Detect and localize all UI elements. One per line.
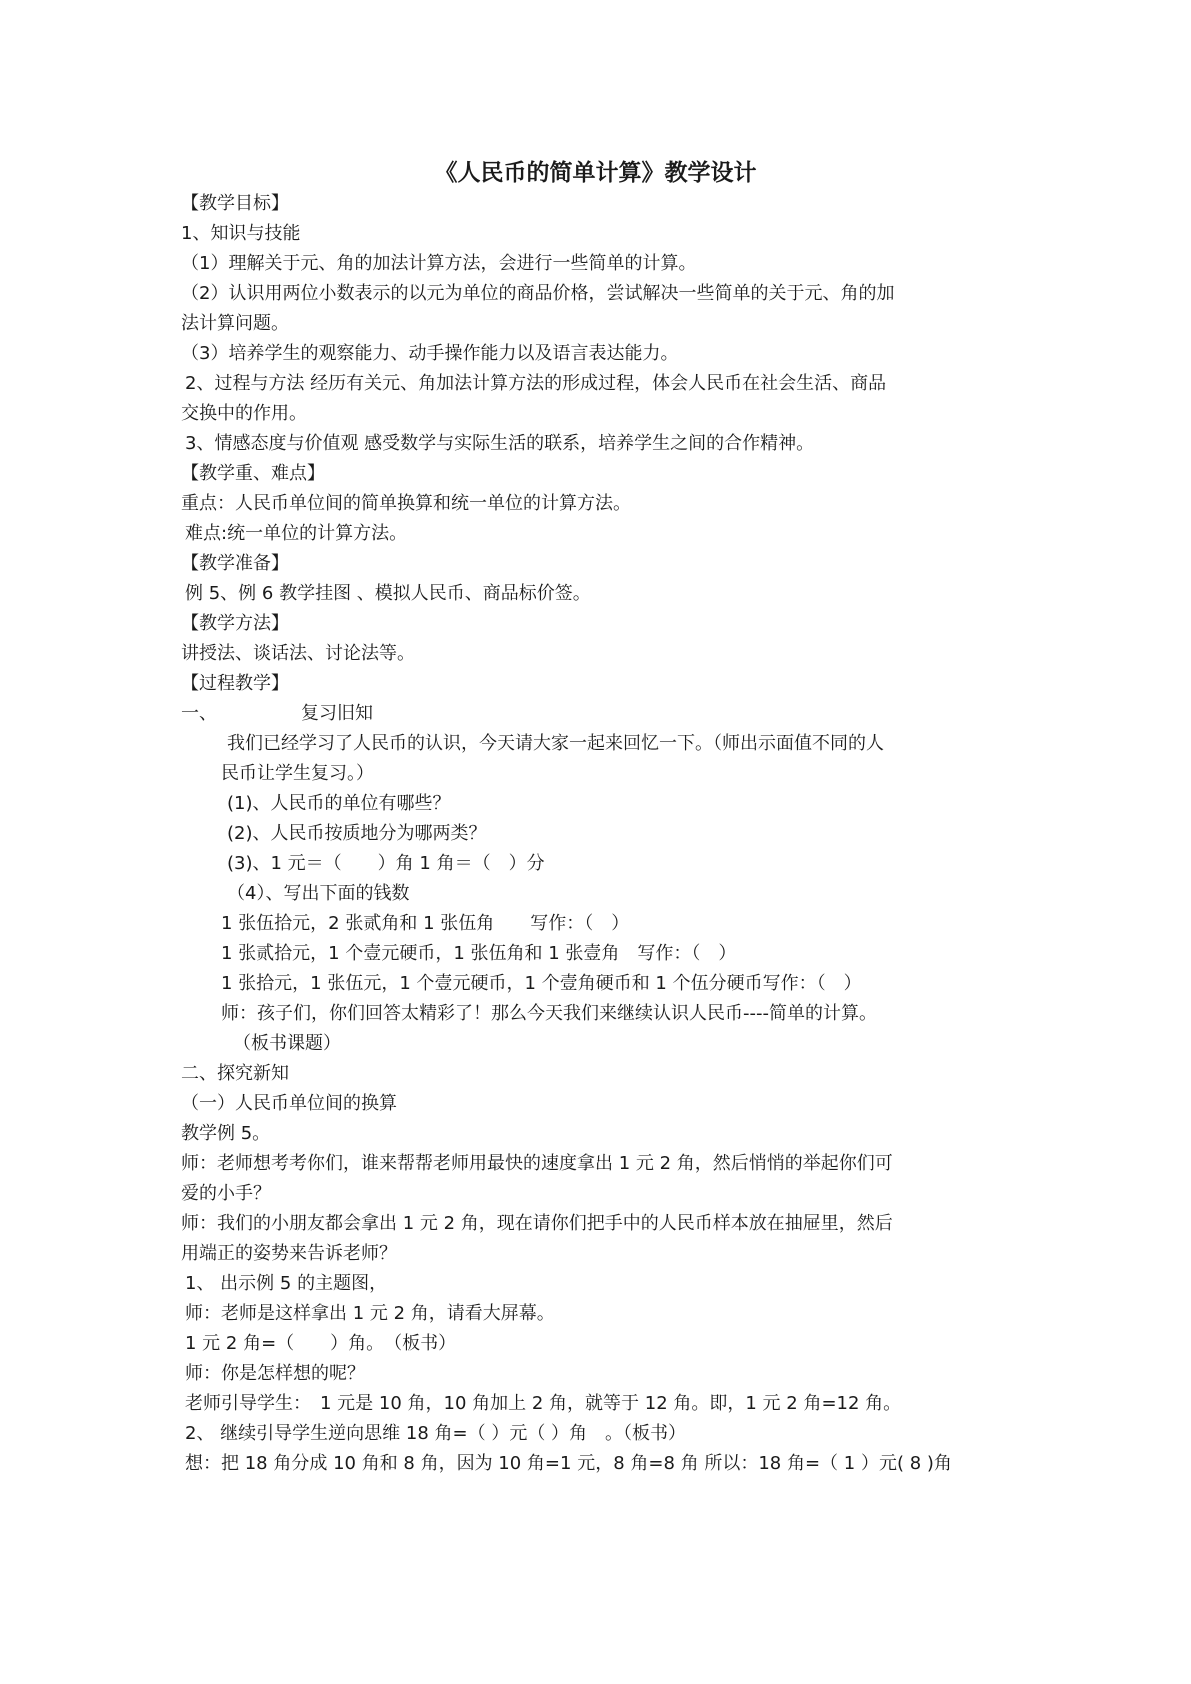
document-title: 《人民币的简单计算》教学设计 bbox=[434, 159, 757, 186]
review-question-3: (3)、1 元＝（ ）角 1 角＝（ ）分 bbox=[227, 853, 545, 874]
objective-item-3: （3）培养学生的观察能力、动手操作能力以及语言表达能力。 bbox=[181, 343, 679, 364]
section-heading-methods: 【教学方法】 bbox=[181, 613, 289, 634]
subsection-unit-conversion: （一）人民币单位间的换算 bbox=[181, 1093, 397, 1114]
part-one-heading bbox=[181, 702, 373, 726]
part-one-number: 一、 bbox=[181, 703, 217, 724]
teacher-prompt-1: 师：老师想考考你们，谁来帮帮老师用最快的速度拿出 1 元 2 角，然后悄悄的举起你们可 bbox=[181, 1153, 893, 1174]
reasoning: 想：把 18 角分成 10 角和 8 角，因为 10 角=1 元，8 角=8 角 所以：18 角=（ 1 ）元( 8 )角 bbox=[185, 1453, 952, 1474]
conversion-equation-1: 1 元 2 角=（ ）角。 （板书） bbox=[185, 1333, 457, 1354]
objective-item-2-cont: 法计算问题。 bbox=[181, 313, 289, 334]
objective-process: 2、过程与方法 经历有关元、角加法计算方法的形成过程，体会人民币在社会生活、商品 bbox=[185, 373, 887, 394]
teacher-question: 师：你是怎样想的呢？ bbox=[185, 1363, 365, 1384]
objective-heading-knowledge: 1、知识与技能 bbox=[181, 223, 301, 244]
section-heading-key-points: 【教学重、难点】 bbox=[181, 463, 325, 484]
methods-text: 讲授法、谈话法、讨论法等。 bbox=[181, 643, 415, 664]
step-1: 1、 出示例 5 的主题图， bbox=[185, 1273, 388, 1294]
objective-item-1: （1）理解关于元、角的加法计算方法，会进行一些简单的计算。 bbox=[181, 253, 697, 274]
objective-attitude: 3、情感态度与价值观 感受数学与实际生活的联系，培养学生之间的合作精神。 bbox=[185, 433, 815, 454]
section-heading-preparation: 【教学准备】 bbox=[181, 553, 289, 574]
teach-example-5: 教学例 5。 bbox=[181, 1123, 271, 1144]
part-one-title: 复习旧知 bbox=[301, 703, 373, 724]
teacher-show: 师：老师是这样拿出 1 元 2 角，请看大屏幕。 bbox=[185, 1303, 555, 1324]
review-intro: 我们已经学习了人民币的认识，今天请大家一起来回忆一下。（师出示面值不同的人 bbox=[227, 733, 884, 754]
section-heading-process: 【过程教学】 bbox=[181, 673, 289, 694]
review-intro-cont: 民币让学生复习。） bbox=[221, 763, 374, 784]
money-exercise-3: 1 张拾元，1 张伍元，1 个壹元硬币，1 个壹角硬币和 1 个伍分硬币写作：（ ） bbox=[221, 973, 862, 994]
section-heading-objectives: 【教学目标】 bbox=[181, 193, 289, 214]
money-exercise-2: 1 张贰拾元，1 个壹元硬币，1 张伍角和 1 张壹角 写作：（ ） bbox=[221, 943, 737, 964]
teacher-prompt-2-cont: 用端正的姿势来告诉老师？ bbox=[181, 1243, 397, 1264]
review-question-1: (1)、人民币的单位有哪些？ bbox=[227, 793, 451, 814]
review-question-2: (2)、人民币按质地分为哪两类？ bbox=[227, 823, 487, 844]
part-two-heading: 二、探究新知 bbox=[181, 1063, 289, 1084]
difficult-point: 难点:统一单位的计算方法。 bbox=[185, 523, 408, 544]
teacher-prompt-2: 师：我们的小朋友都会拿出 1 元 2 角，现在请你们把手中的人民币样本放在抽屉里，然后 bbox=[181, 1213, 893, 1234]
money-exercise-1: 1 张伍拾元，2 张贰角和 1 张伍角 写作：（ ） bbox=[221, 913, 630, 934]
preparation-text: 例 5、例 6 教学挂图 、模拟人民币、商品标价签。 bbox=[185, 583, 591, 604]
teacher-prompt-1-cont: 爱的小手？ bbox=[181, 1183, 271, 1204]
objective-process-cont: 交换中的作用。 bbox=[181, 403, 307, 424]
teacher-remark: 师：孩子们，你们回答太精彩了！那么今天我们来继续认识人民币----简单的计算。 bbox=[221, 1003, 877, 1024]
step-2: 2、 继续引导学生逆向思维 18 角=（ ）元（ ）角 。（板书） bbox=[185, 1423, 687, 1444]
teacher-guidance: 老师引导学生： 1 元是 10 角，10 角加上 2 角，就等于 12 角。即，1 元 2 角=12 角。 bbox=[185, 1393, 902, 1414]
review-question-4: （4）、写出下面的钱数 bbox=[227, 883, 410, 904]
key-point: 重点：人民币单位间的简单换算和统一单位的计算方法。 bbox=[181, 493, 631, 514]
objective-item-2: （2）认识用两位小数表示的以元为单位的商品价格，尝试解决一些简单的关于元、角的加 bbox=[181, 283, 895, 304]
board-note: （板书课题） bbox=[233, 1033, 341, 1054]
